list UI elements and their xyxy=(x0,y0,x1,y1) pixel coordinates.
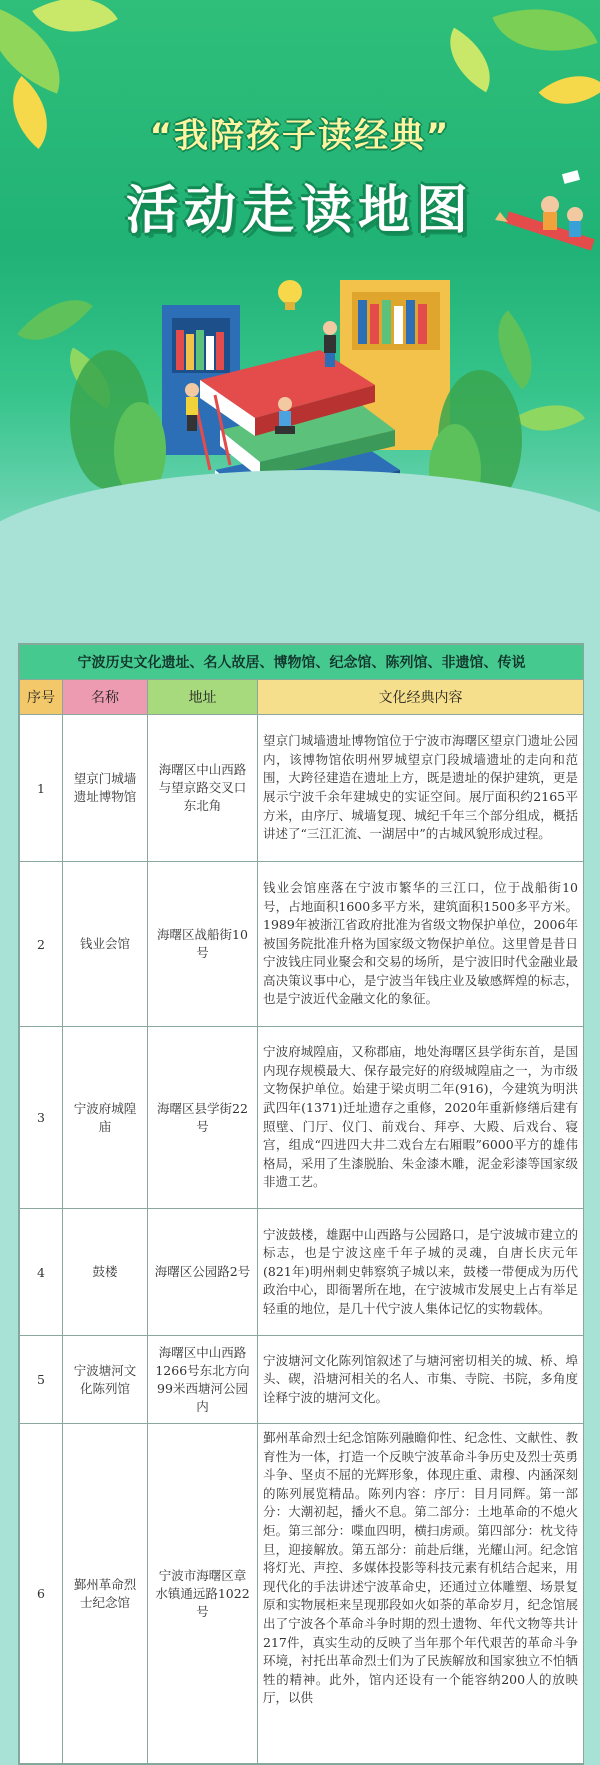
row-address: 海曙区公园路2号 xyxy=(148,1209,258,1336)
table-row xyxy=(20,1027,584,1209)
row-name: 鄞州革命烈士纪念馆 xyxy=(63,1424,148,1764)
row-content: 宁波府城隍庙，又称郡庙，地处海曙区县学街东首，是国内现存规模最大、保存最完好的府级城隍庙之一，为市级文物保护单位。始建于梁贞明二年(916)，今建筑为明洪武四年(1371)迁址遗存之重修，2020年重新修缮后建有照壁、门厅、仪门、前戏台、拜亭、大殿、后戏台、寝宫，组成“四进四大井二戏台左右厢暇”6000平方的雄伟格局，采用了生漆脱胎、朱金漆木雕，泥金彩漆等国家级非遗工艺。 xyxy=(258,1027,584,1209)
header-name: 名称 xyxy=(63,680,148,715)
row-no: 3 xyxy=(20,1027,63,1209)
row-content: 钱业会馆座落在宁波市繁华的三江口，位于战船街10号，占地面积1600多平方米，建筑面积1500多平方米。1989年被浙江省政府批准为省级文物保护单位，2006年被国务院批准升格为国家级文物保护单位。这里曾是昔日宁波钱庄同业聚会和交易的场所，是宁波旧时代金融业最高决策议事中心，是宁波当年钱庄业及敏感辉煌的标志，也是宁波近代金融文化的象征。 xyxy=(258,862,584,1027)
row-address: 宁波市海曙区章水镇通远路1022号 xyxy=(148,1424,258,1764)
table-row xyxy=(20,1336,584,1424)
row-no: 4 xyxy=(20,1209,63,1336)
row-no: 5 xyxy=(20,1336,63,1424)
row-name: 望京门城墙遗址博物馆 xyxy=(63,715,148,862)
row-address: 海曙区中山西路1266号东北方向99米西塘河公园内 xyxy=(148,1336,258,1424)
row-name: 鼓楼 xyxy=(63,1209,148,1336)
row-content: 鄞州革命烈士纪念馆陈列融瞻仰性、纪念性、文献性、教育性为一体，打造一个反映宁波革命斗争历史及烈士英勇斗争、坚贞不屈的光辉形象，体现庄重、肃穆、内涵深刻的陈列展览精品。陈列内容：序厅：目月同辉。第一部分：大潮初起，播火不息。第二部分：土地革命的不熄火炬。第三部分：喋血四明，横扫虏顽。第四部分：枕戈待旦，迎接解放。第五部分：前赴后继，光耀山河。纪念馆将灯光、声控、多媒体投影等科技元素有机结合起来，用现代化的手法讲述宁波革命史，还通过立体雕塑、场景复原和实物展柜来呈现那段如火如荼的革命岁月，纪念馆展出了宁波各个革命斗争时期的烈士遗物、年代文物等共计217件，真实生动的反映了当年那个年代艰苦的革命斗争环境，衬托出革命烈士们为了民族解放和国家独立不怕牺牲的精神。此外，馆内还设有一个能容纳200人的放映厅，以供 xyxy=(258,1424,584,1764)
row-content: 宁波鼓楼，雄踞中山西路与公园路口，是宁波城市建立的标志，也是宁波这座千年子城的灵魂，自唐长庆元年(821年)明州刺史韩察筑子城以来，鼓楼一带便成为历代政治中心，即衙署所在地，在宁波城市发展史上占有举足轻重的地位，是几十代宁波人集体记忆的实物载体。 xyxy=(258,1209,584,1336)
header-no: 序号 xyxy=(20,680,63,715)
row-name: 钱业会馆 xyxy=(63,862,148,1027)
row-no: 6 xyxy=(20,1424,63,1764)
row-no: 1 xyxy=(20,715,63,862)
table-caption-row xyxy=(20,645,584,680)
child-figure xyxy=(323,321,337,367)
table-caption: 宁波历史文化遗址、名人故居、博物馆、纪念馆、陈列馆、非遗馆、传说 xyxy=(20,645,584,680)
row-no: 2 xyxy=(20,862,63,1027)
hero-banner xyxy=(0,0,600,560)
table-header-row xyxy=(20,680,584,715)
sites-table xyxy=(18,643,584,1765)
row-content: 宁波塘河文化陈列馆叙述了与塘河密切相关的城、桥、埠头、碶，沿塘河相关的名人、市集、寺院、书院，多角度诠释宁波的塘河文化。 xyxy=(258,1336,584,1424)
row-address: 海曙区中山西路与望京路交叉口东北角 xyxy=(148,715,258,862)
table-row xyxy=(20,1209,584,1336)
row-name: 宁波塘河文化陈列馆 xyxy=(63,1336,148,1424)
banner-subtitle: “我陪孩子读经典” xyxy=(149,116,451,156)
table-row xyxy=(20,862,584,1027)
header-content: 文化经典内容 xyxy=(258,680,584,715)
lightbulb-icon xyxy=(278,280,302,310)
child-figure xyxy=(185,383,199,431)
pencil-kids-illustration xyxy=(495,170,595,251)
banner-title: 活动走读地图 xyxy=(125,181,474,241)
table-row xyxy=(20,715,584,862)
header-address: 地址 xyxy=(148,680,258,715)
row-address: 海曙区县学街22号 xyxy=(148,1027,258,1209)
row-address: 海曙区战船街10号 xyxy=(148,862,258,1027)
table-row xyxy=(20,1424,584,1764)
row-name: 宁波府城隍庙 xyxy=(63,1027,148,1209)
row-content: 望京门城墙遗址博物馆位于宁波市海曙区望京门遗址公园内，该博物馆依明州罗城望京门段城墙遗址的走向和范围，大跨径建造在遗址上方，既是遗址的保护建筑，更是展示宁波千余年建城史的实证空间。展厅面积约2165平方米，由序厅、城墙复现、城纪千年三个部分组成，概括讲述了“三江汇流、一湖居中”的古城风貌形成过程。 xyxy=(258,715,584,862)
